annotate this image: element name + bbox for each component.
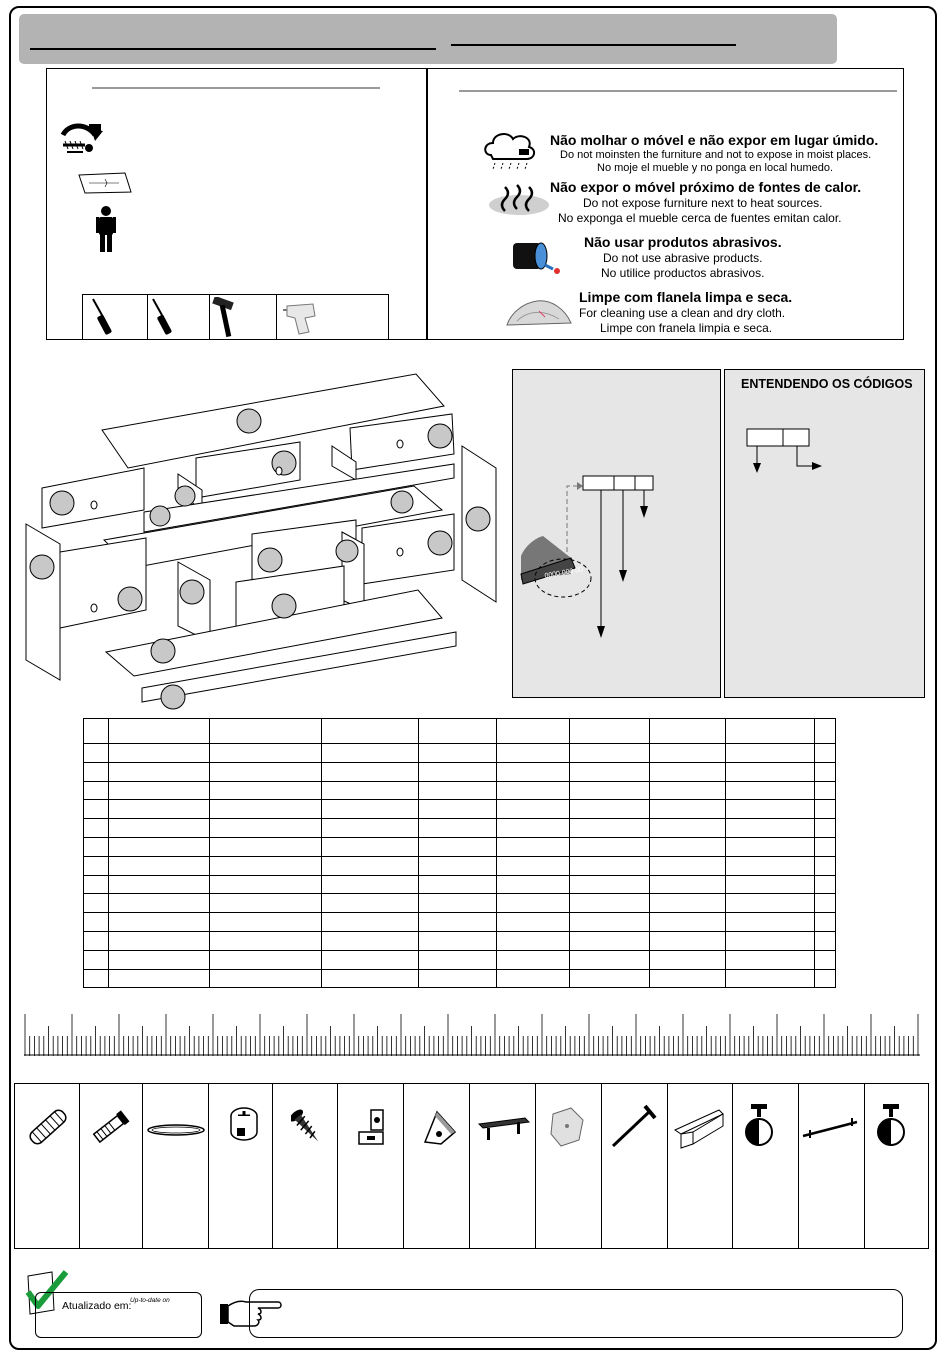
angle-bracket-icon [355, 1104, 391, 1150]
screw-icon [291, 1104, 321, 1150]
parts-table-row [84, 800, 836, 819]
care-title-1: Não molhar o móvel e não expor em lugar úmido. [550, 132, 879, 148]
handle-icon [475, 1104, 531, 1150]
info-divider [426, 68, 428, 340]
parts-table-row [84, 969, 836, 988]
washer-ring-icon [147, 1104, 205, 1150]
cloth-icon [503, 295, 575, 331]
parts-table-header [84, 719, 836, 744]
code-example-diagram [513, 370, 720, 697]
nail-icon [607, 1104, 659, 1150]
care-en-1: Do not moinsten the furniture and not to expose in moist places. [560, 149, 872, 161]
person-icon [95, 205, 117, 253]
parts-table-row [84, 950, 836, 969]
exploded-furniture-diagram [22, 370, 502, 710]
care-en-4: For cleaning use a clean and dry cloth. [579, 306, 786, 320]
heat-icon [487, 181, 551, 219]
tools-box [82, 294, 389, 340]
flat-screwdriver-icon [149, 297, 175, 339]
left-heading-rule [92, 87, 380, 89]
hardware-box [14, 1083, 929, 1249]
parts-table-row [84, 762, 836, 781]
drill-icon [283, 298, 327, 336]
care-en-2: Do not expose furniture next to heat sources. [583, 196, 823, 210]
hammer-icon [211, 297, 241, 339]
codes-panel [724, 369, 925, 698]
care-en-3: Do not use abrasive products. [603, 251, 763, 265]
parts-table-row [84, 931, 836, 950]
updated-box [35, 1292, 202, 1338]
abrasive-can-icon [509, 239, 565, 279]
care-es-4: Limpe con franela limpia e seca. [600, 321, 773, 335]
corner-bracket-icon [419, 1104, 459, 1150]
ruler [24, 1012, 920, 1056]
subtitle-line [451, 44, 736, 46]
bar-handle-icon [801, 1104, 861, 1150]
parts-table-row [84, 875, 836, 894]
updated-label: Atualizado em: [62, 1300, 132, 1312]
parts-table-row [84, 819, 836, 838]
caster-icon [741, 1104, 781, 1156]
parts-table-row [84, 894, 836, 913]
felt-pad-icon [547, 1104, 587, 1150]
parts-table-row [84, 856, 836, 875]
caster-icon [873, 1104, 913, 1156]
codes-title: ENTENDENDO OS CÓDIGOS [741, 377, 913, 391]
parts-table-row [84, 781, 836, 800]
manual-sheet-icon [77, 171, 133, 195]
code-example-panel [512, 369, 721, 698]
title-bar [19, 14, 837, 64]
parts-table-row [84, 913, 836, 932]
care-title-4: Limpe com flanela limpa e seca. [579, 289, 793, 305]
care-es-3: No utilice productos abrasivos. [601, 266, 765, 280]
rain-cloud-icon [481, 129, 539, 175]
care-es-2: No exponga el mueble cerca de fuentes emitan calor. [558, 211, 842, 225]
parts-table-row [84, 837, 836, 856]
code-sample: 0000 000 00 [544, 566, 584, 580]
care-title-2: Não expor o móvel próximo de fontes de calor. [550, 179, 862, 195]
updated-value: Up-to-date on [130, 1297, 170, 1304]
parts-table [83, 718, 836, 988]
care-title-3: Não usar produtos abrasivos. [584, 234, 782, 250]
phillips-screwdriver-icon [89, 297, 115, 339]
cam-lock-icon [227, 1104, 261, 1150]
note-box [249, 1289, 903, 1338]
code-legend-diagram [725, 370, 924, 697]
parts-table-row [84, 744, 836, 763]
screws-icon [59, 121, 107, 157]
care-es-1: No moje el mueble y no ponga en local humedo. [597, 162, 834, 174]
title-line [30, 48, 436, 50]
rail-icon [671, 1104, 727, 1150]
right-heading-rule [459, 90, 897, 92]
plastic-anchor-icon [87, 1104, 135, 1150]
dowel-icon [23, 1104, 73, 1150]
